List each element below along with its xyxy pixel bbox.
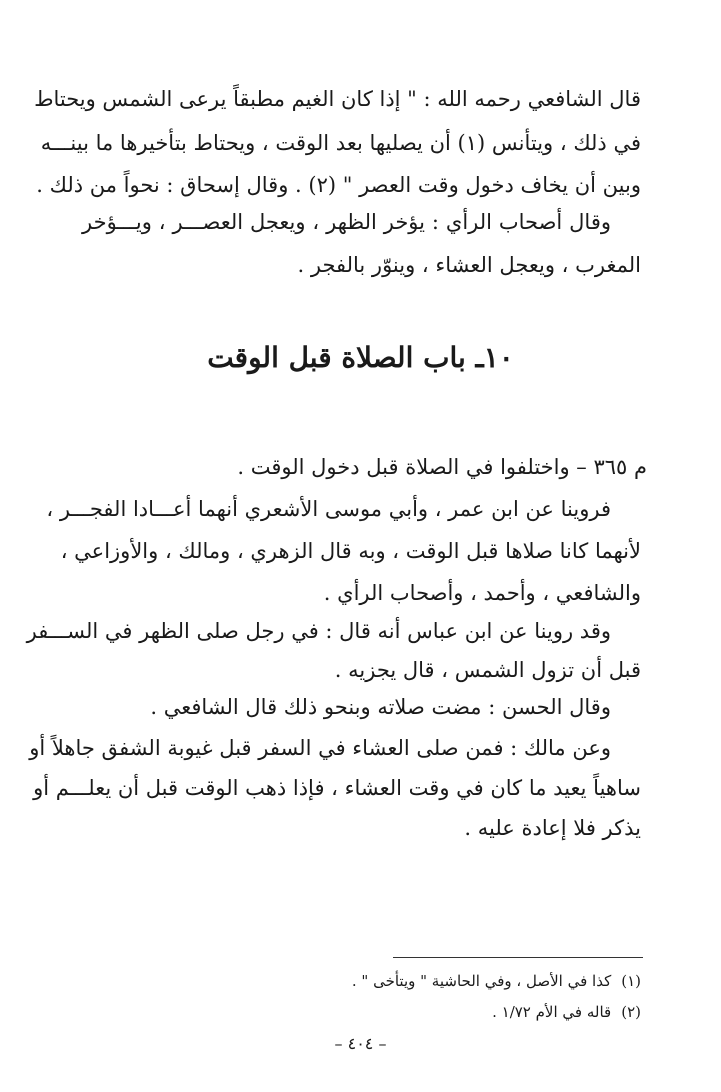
footnote-1-number: (١) (621, 972, 641, 990)
footnote-1-text: كذا في الأصل ، وفي الحاشية " ويتأخى " . (351, 972, 612, 990)
issue-heading: م ٣٦٥ – واختلفوا في الصلاة قبل دخول الوقت . (237, 455, 647, 479)
paragraph3-line1: فروينا عن ابن عمر ، وأبي موسى الأشعري أنهما أعـــادا الفجـــر ، (46, 497, 611, 521)
paragraph6-line2: ساهياً يعيد ما كان في وقت العشاء ، فإذا ذهب الوقت قبل أن يعلـــم أو (33, 776, 641, 800)
chapter-title: ١٠ـ باب الصلاة قبل الوقت (207, 341, 514, 374)
paragraph3-line2: لأنهما كانا صلاها قبل الوقت ، وبه قال الزهري ، ومالك ، والأوزاعي ، (60, 539, 641, 563)
paragraph4-line1: وقد روينا عن ابن عباس أنه قال : في رجل صلى الظهر في الســـفر (26, 619, 611, 643)
paragraph1-line2: في ذلك ، ويتأنس (١) أن يصليها بعد الوقت ، ويحتاط بتأخيرها ما بينـــه (40, 131, 641, 155)
footnote-2-text: قاله في الأم ١/٧٢ . (492, 1003, 612, 1021)
paragraph2-line2: المغرب ، ويعجل العشاء ، وينوّر بالفجر . (297, 253, 641, 277)
page-number: – ٤٠٤ – (334, 1034, 387, 1053)
footnote-1 (200, 970, 641, 992)
footnote-divider (393, 957, 643, 958)
footnote-2 (200, 1001, 641, 1023)
paragraph3-line3: والشافعي ، وأحمد ، وأصحاب الرأي . (323, 581, 641, 605)
paragraph2-line1: وقال أصحاب الرأي : يؤخر الظهر ، ويعجل العصـــر ، ويـــؤخر (82, 210, 611, 234)
paragraph5-line1: وقال الحسن : مضت صلاته وبنحو ذلك قال الشافعي . (150, 695, 611, 719)
paragraph1-line1: قال الشافعي رحمه الله : " إذا كان الغيم مطبقاً يرعى الشمس ويحتاط (34, 87, 641, 111)
paragraph1-line3: وبين أن يخاف دخول وقت العصر " (٢) . وقال إسحاق : نحواً من ذلك . (36, 173, 641, 197)
footnote-2-number: (٢) (621, 1003, 641, 1021)
paragraph6-line1: وعن مالك : فمن صلى العشاء في السفر قبل غيوبة الشفق جاهلاً أو (29, 736, 611, 760)
paragraph6-line3: يذكر فلا إعادة عليه . (464, 816, 641, 840)
paragraph4-line2: قبل أن تزول الشمس ، قال يجزيه . (334, 658, 641, 682)
